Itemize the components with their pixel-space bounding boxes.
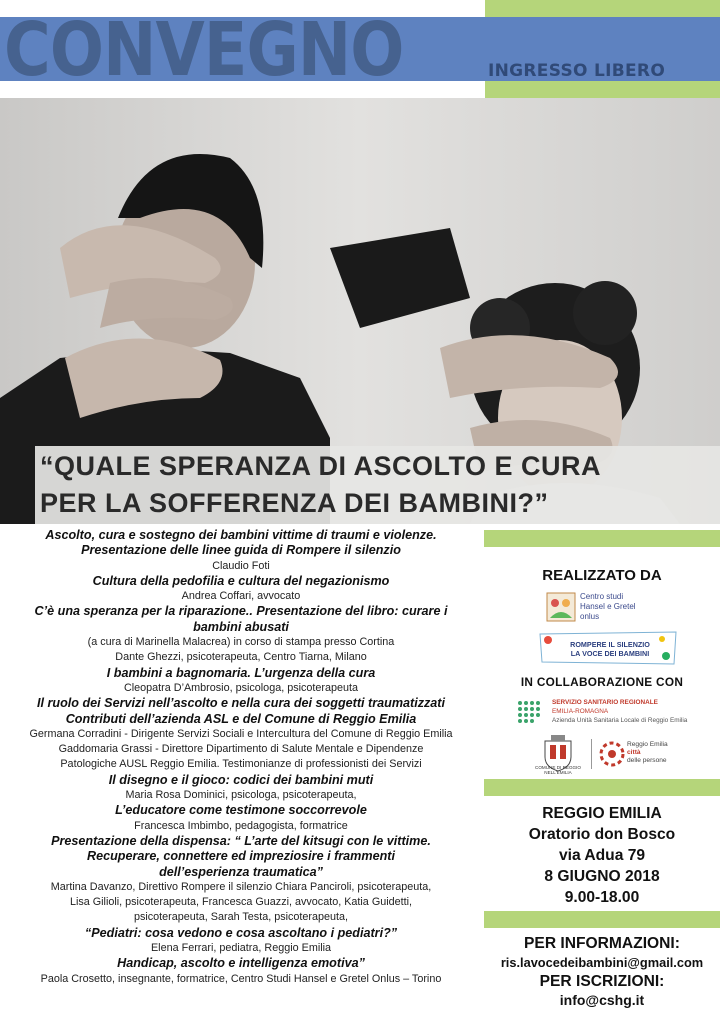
contact-block xyxy=(484,934,720,1010)
program-item-title: “Pediatri: cosa vedono e cosa ascoltano i pediatri?” xyxy=(84,925,398,940)
subtitle-bar xyxy=(485,81,720,98)
event-address: via Adua 79 xyxy=(558,847,646,864)
program-item-title: Presentazione della dispensa: “ L’arte del kitsugi con le vittime. xyxy=(51,833,431,848)
health-service-mark-icon xyxy=(516,699,550,729)
hansel-gretel-logo-text: onlus xyxy=(580,612,600,621)
program-item-title: Contributi dell’azienda ASL e del Comune di Reggio Emilia xyxy=(65,711,417,726)
event-details xyxy=(484,803,720,908)
sidebar-bar xyxy=(484,911,720,928)
citta-logo-text: delle persone xyxy=(627,757,667,764)
sidebar-bar xyxy=(484,530,720,547)
servizio-sanitario-text: SERVIZIO SANITARIO REGIONALE xyxy=(552,699,658,706)
logo-divider xyxy=(591,739,592,769)
program-item-title: Il disegno e il gioco: codici dei bambini muti xyxy=(108,772,374,787)
program-item-title: Presentazione delle linee guida di Rompere il silenzio xyxy=(81,543,401,558)
program-item-title: Cultura della pedofilia e cultura del negazionismo xyxy=(92,573,390,588)
program-item-speaker: Andrea Coffari, avvocato xyxy=(181,590,301,603)
program-item-speaker: Claudio Foti xyxy=(212,559,270,572)
event-city: REGGIO EMILIA xyxy=(542,805,662,822)
program-item-speaker: Elena Ferrari, pediatra, Reggio Emilia xyxy=(150,942,332,955)
servizio-sanitario-text: Azienda Unità Sanitaria Locale di Reggio Emilia xyxy=(552,717,688,724)
rompere-silenzio-logo-text: LA VOCE DEI BAMBINI xyxy=(570,649,650,658)
program-item-title: C’è una speranza per la riparazione.. Presentazione del libro: curare i xyxy=(34,604,448,619)
program-item-title: Handicap, ascolto e intelligenza emotiva” xyxy=(117,956,365,971)
free-entry-label: INGRESSO LIBERO xyxy=(488,61,666,81)
program-item-title: L’educatore come testimone soccorrevole xyxy=(115,803,367,818)
program-item-speaker: Lisa Gilioli, psicoterapeuta, Francesca Guazzi, avvocato, Katia Guidetti, xyxy=(69,896,413,909)
headline-line-1: “QUALE SPERANZA DI ASCOLTO E CURA xyxy=(40,451,602,481)
program-item xyxy=(0,666,482,697)
program-item xyxy=(0,803,482,834)
comune-logo-text: COMUNE DI REGGIO NELL'EMILIA xyxy=(535,765,581,775)
program-item xyxy=(0,696,482,772)
citta-logo-text: città xyxy=(627,749,641,756)
program-item-speaker: Dante Ghezzi, psicoterapeuta, Centro Tiarna, Milano xyxy=(115,651,367,664)
iscrizioni-email-link[interactable]: info@cshg.it xyxy=(559,992,645,1008)
program-item-title: I bambini a bagnomaria. L’urgenza della cura xyxy=(106,665,376,680)
program-item xyxy=(0,574,482,605)
program-item-title: Recuperare, connettere ed impreziosire i frammenti xyxy=(87,849,395,864)
program-item-title: Ascolto, cura e sostegno dei bambini vittime di traumi e violenze. xyxy=(45,528,437,542)
program-item xyxy=(0,528,482,574)
event-date: 8 GIUGNO 2018 xyxy=(544,868,660,885)
rompere-silenzio-logo-text: ROMPERE IL SILENZIO xyxy=(570,640,650,649)
headline-line-2: PER LA SOFFERENZA DEI BAMBINI?” xyxy=(40,488,549,518)
sidebar-bar xyxy=(484,779,720,796)
program-item-speaker: (a cura di Marinella Malacrea) in corso di stampa presso Cortina xyxy=(87,636,395,649)
info-label: PER INFORMAZIONI: xyxy=(524,935,680,952)
program-item-speaker: Gaddomaria Grassi - Direttore Dipartimento di Salute Mentale e Dipendenze xyxy=(58,743,424,756)
program-item-title: Il ruolo dei Servizi nell’ascolto e nella cura dei soggetti traumatizzati xyxy=(37,696,445,711)
program-item-speaker: Maria Rosa Dominici, psicologa, psicoterapeuta, xyxy=(125,789,357,802)
program-item-title: bambini abusati xyxy=(193,619,289,634)
program-item xyxy=(0,834,482,926)
headline-quote xyxy=(40,448,720,522)
header-accent-bar xyxy=(485,0,720,17)
page-title: CONVEGNO xyxy=(4,7,404,93)
hansel-gretel-logo xyxy=(546,592,668,624)
program-item-speaker: Cleopatra D’Ambrosio, psicologa, psicoterapeuta xyxy=(123,681,359,694)
servizio-sanitario-logo xyxy=(516,696,706,732)
iscrizioni-label: PER ISCRIZIONI: xyxy=(539,973,665,990)
program-item-speaker: Paola Crosetto, insegnante, formatrice, Centro Studi Hansel e Gretel Onlus – Torino xyxy=(40,972,442,985)
program-item-speaker: Patologiche AUSL Reggio Emilia. Testimonianze di professionisti dei Servizi xyxy=(60,758,422,771)
reggio-emilia-logos xyxy=(527,733,707,773)
citta-persone-mark-icon xyxy=(599,741,625,767)
program-item-speaker: Martina Davanzo, Direttivo Rompere il silenzio Chiara Panciroli, psicoterapeuta, xyxy=(50,880,432,893)
program-item-title: dell’esperienza traumatica” xyxy=(159,864,323,879)
collaborazione-label: IN COLLABORAZIONE CON xyxy=(520,675,684,689)
program-item xyxy=(0,956,482,987)
program-item xyxy=(0,773,482,804)
program-item xyxy=(0,604,482,665)
realizzato-label: REALIZZATO DA xyxy=(542,567,662,584)
rompere-silenzio-logo xyxy=(538,630,678,666)
program-list xyxy=(0,528,482,987)
hansel-gretel-logo-text: Centro studi xyxy=(580,592,624,601)
hansel-gretel-logo-text: Hansel e Gretel xyxy=(580,602,636,611)
citta-logo-text: Reggio Emilia xyxy=(627,741,668,748)
program-item-speaker: Germana Corradini - Dirigente Servizi Sociali e Intercultura del Comune di Reggio Emilia xyxy=(29,727,453,740)
event-time: 9.00-18.00 xyxy=(564,889,640,906)
program-item xyxy=(0,926,482,957)
servizio-sanitario-text: EMILIA-ROMAGNA xyxy=(552,708,609,715)
event-venue: Oratorio don Bosco xyxy=(528,826,676,843)
program-item-speaker: psicoterapeuta, Sarah Testa, psicoterapeuta, xyxy=(133,911,349,924)
info-email-link[interactable]: ris.lavocedeibambini@gmail.com xyxy=(500,955,704,970)
program-item-speaker: Francesca Imbimbo, pedagogista, formatrice xyxy=(134,819,348,832)
